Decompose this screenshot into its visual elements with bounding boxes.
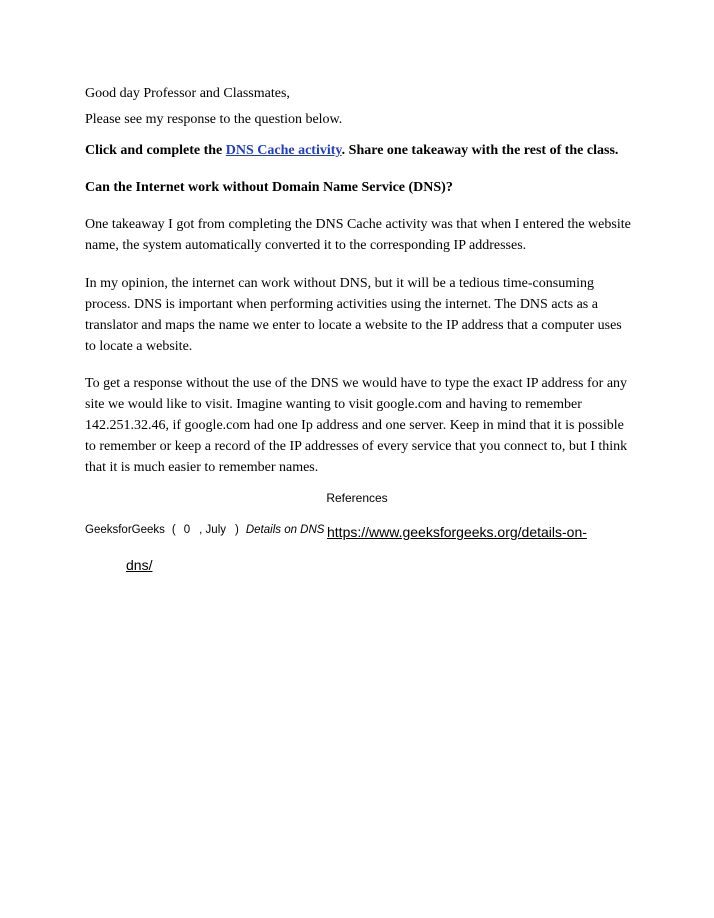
question-heading: Can the Internet work without Domain Name Service (DNS)? [85, 180, 453, 195]
prompt-suffix: . Share one takeaway with the rest of the class. [341, 143, 619, 158]
reference-title: Details on DNS [245, 524, 325, 536]
reference-open-paren: ( [171, 524, 176, 536]
dns-cache-activity-link[interactable]: DNS Cache activity [225, 143, 342, 158]
reference-url-link[interactable]: https://www.geeksforgeeks.org/details-on- [327, 524, 587, 540]
paragraph-2 [85, 273, 640, 357]
paragraph-1 [85, 214, 640, 256]
paragraph-2-line: translator and maps the name we enter to locate a website to the IP address that a computer uses [85, 318, 622, 333]
greeting-text: Good day Professor and Classmates, [85, 86, 290, 101]
paragraph-3 [85, 373, 640, 478]
prompt-line [85, 140, 618, 161]
paragraph-1-line: One takeaway I got from completing the DNS Cache activity was that when I entered the website [85, 217, 631, 232]
paragraph-3-line: To get a response without the use of the DNS we would have to type the exact IP address for any [85, 376, 628, 391]
reference-close-paren: ) [235, 524, 239, 536]
paragraph-3-line: 142.251.32.46, if google.com had one Ip address and one server. Keep in mind that it is possible [85, 418, 624, 433]
intro-text: Please see my response to the question below. [85, 112, 343, 127]
reference-entry [85, 522, 324, 538]
reference-year: 0 [183, 524, 191, 536]
paragraph-2-line: to locate a website. [85, 339, 193, 354]
paragraph-2-line: process. DNS is important when performing activities using the internet. The DNS acts as a [85, 297, 598, 312]
paragraph-3-line: site we would like to visit. Imagine wanting to visit google.com and having to remember [85, 397, 582, 412]
paragraph-1-line: name, the system automatically converted it to the corresponding IP addresses. [85, 238, 527, 253]
paragraph-3-line: that it is much easier to remember names. [85, 460, 319, 475]
paragraph-2-line: In my opinion, the internet can work without DNS, but it will be a tedious time-consuming [85, 276, 594, 291]
reference-url-link-continued[interactable]: dns/ [126, 557, 153, 573]
references-heading: References [326, 491, 388, 505]
reference-month: , July [199, 524, 226, 536]
reference-author: GeeksforGeeks [85, 524, 165, 536]
prompt-prefix: Click and complete the [85, 143, 226, 158]
paragraph-3-line: to remember or keep a record of the IP addresses of every service that you connect to, but I think [85, 439, 628, 454]
